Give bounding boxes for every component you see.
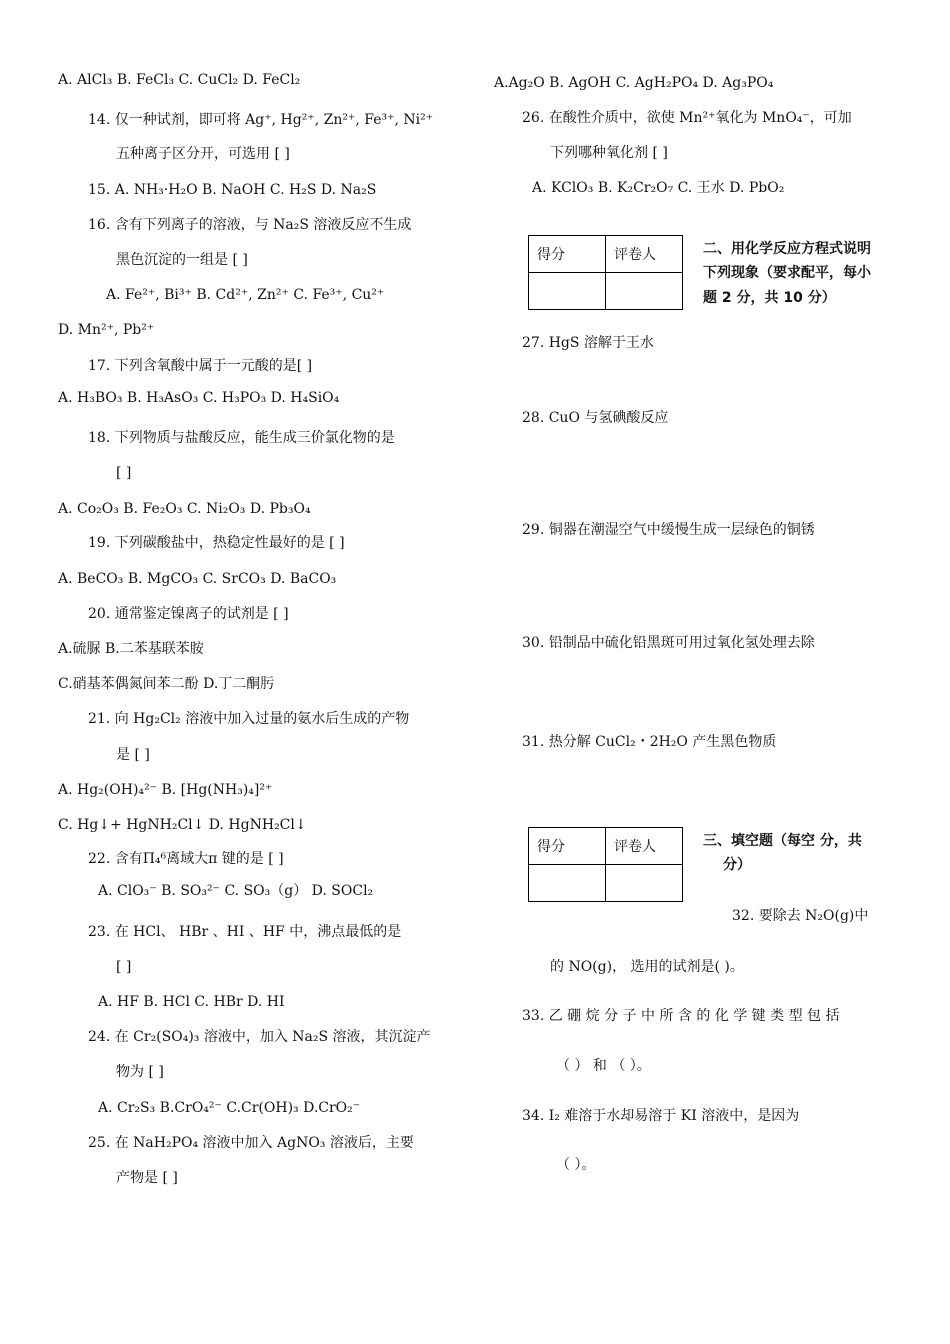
q14-stem-cont: 五种离子区分开，可选用 [ ] [116, 146, 290, 162]
score-label: 得分 [529, 236, 606, 273]
q22-options: A. ClO₃⁻ B. SO₃²⁻ C. SO₃（g） D. SOCl₂ [98, 883, 374, 899]
q22-stem: 22. 含有Π₄⁶离域大π 键的是 [ ] [88, 851, 284, 867]
q21-stem: 21. 向 Hg₂Cl₂ 溶液中加入过量的氨水后生成的产物 [88, 711, 410, 727]
q23-stem: 23. 在 HCl、 HBr 、HI 、HF 中，沸点最低的是 [88, 924, 402, 940]
q25-options: A.Ag₂O B. AgOH C. AgH₂PO₄ D. Ag₃PO₄ [494, 75, 774, 91]
q20-options-2: C.硝基苯偶氮间苯二酚 D.丁二酮肟 [58, 676, 275, 692]
q18-stem-cont: [ ] [116, 465, 132, 481]
q26-stem-cont: 下列哪种氧化剂 [ ] [550, 145, 668, 161]
q33-stem: 33. 乙 硼 烷 分 子 中 所 含 的 化 学 键 类 型 包 括 [522, 1008, 840, 1024]
q20-options-1: A.硫脲 B.二苯基联苯胺 [58, 641, 204, 657]
q17-options: A. H₃BO₃ B. H₃AsO₃ C. H₃PO₃ D. H₄SiO₄ [58, 390, 340, 406]
section3-heading-2: 分） [723, 857, 751, 873]
score-label: 得分 [529, 828, 606, 865]
score-cell[interactable] [529, 273, 606, 310]
q14-stem: 14. 仅一种试剂，即可将 Ag⁺, Hg²⁺, Zn²⁺, Fe³⁺, Ni²⁺ [88, 112, 434, 128]
grader-cell[interactable] [606, 865, 683, 902]
q21-options-2: C. Hg↓+ HgNH₂Cl↓ D. HgNH₂Cl↓ [58, 817, 307, 833]
q21-stem-cont: 是 [ ] [116, 747, 150, 763]
q32-stem: 32. 要除去 N₂O(g)中 [732, 908, 869, 924]
q31: 31. 热分解 CuCl₂・2H₂O 产生黑色物质 [522, 734, 777, 750]
q26-stem: 26. 在酸性介质中，欲使 Mn²⁺氧化为 MnO₄⁻，可加 [522, 110, 852, 126]
q27: 27. HgS 溶解于王水 [522, 335, 654, 351]
grader-label: 评卷人 [606, 236, 683, 273]
q24-options: A. Cr₂S₃ B.CrO₄²⁻ C.Cr(OH)₃ D.CrO₂⁻ [98, 1100, 361, 1116]
section2-heading-2: 下列现象（要求配平，每小 [703, 265, 871, 281]
q23-options: A. HF B. HCl C. HBr D. HI [98, 994, 285, 1010]
q26-options: A. KClO₃ B. K₂Cr₂O₇ C. 王水 D. PbO₂ [532, 180, 785, 196]
q21-options-1: A. Hg₂(OH)₄²⁻ B. [Hg(NH₃)₄]²⁺ [58, 782, 273, 798]
section3-heading-1: 三、填空题（每空 分，共 [703, 833, 862, 849]
q25-stem: 25. 在 NaH₂PO₄ 溶液中加入 AgNO₃ 溶液后，主要 [88, 1135, 414, 1151]
q16-option-d: D. Mn²⁺, Pb²⁺ [58, 322, 155, 338]
section2-heading-3: 题 2 分，共 10 分） [703, 290, 836, 306]
q19-options: A. BeCO₃ B. MgCO₃ C. SrCO₃ D. BaCO₃ [58, 571, 337, 587]
q16-stem-cont: 黑色沉淀的一组是 [ ] [116, 252, 248, 268]
q18-stem: 18. 下列物质与盐酸反应，能生成三价氯化物的是 [88, 430, 395, 446]
q32-blank-line: 的 NO(g)， 选用的试剂是( )。 [550, 959, 744, 975]
q24-stem-cont: 物为 [ ] [116, 1064, 164, 1080]
score-box-2 [528, 827, 683, 902]
q33-blanks: （ ） 和 （ ）。 [556, 1058, 651, 1074]
q16-stem: 16. 含有下列离子的溶液，与 Na₂S 溶液反应不生成 [88, 217, 412, 233]
q19-stem: 19. 下列碳酸盐中，热稳定性最好的是 [ ] [88, 535, 345, 551]
q13-options: A. AlCl₃ B. FeCl₃ C. CuCl₂ D. FeCl₂ [58, 72, 301, 88]
q23-stem-cont: [ ] [116, 959, 132, 975]
q20-stem: 20. 通常鉴定镍离子的试剂是 [ ] [88, 606, 289, 622]
q29: 29. 铜器在潮湿空气中缓慢生成一层绿色的铜锈 [522, 522, 815, 538]
q24-stem: 24. 在 Cr₂(SO₄)₃ 溶液中，加入 Na₂S 溶液，其沉淀产 [88, 1029, 431, 1045]
q34-stem: 34. I₂ 难溶于水却易溶于 KI 溶液中，是因为 [522, 1108, 800, 1124]
section2-heading-1: 二、用化学反应方程式说明 [703, 241, 871, 257]
q16-options: A. Fe²⁺, Bi³⁺ B. Cd²⁺, Zn²⁺ C. Fe³⁺, Cu²⁺ [106, 287, 385, 303]
q34-blank: （ ）。 [556, 1157, 596, 1173]
q17-stem: 17. 下列含氧酸中属于一元酸的是[ ] [88, 358, 313, 374]
grader-cell[interactable] [606, 273, 683, 310]
q28: 28. CuO 与氢碘酸反应 [522, 410, 669, 426]
q15-options: 15. A. NH₃·H₂O B. NaOH C. H₂S D. Na₂S [88, 182, 377, 198]
score-cell[interactable] [529, 865, 606, 902]
q18-options: A. Co₂O₃ B. Fe₂O₃ C. Ni₂O₃ D. Pb₃O₄ [58, 501, 311, 517]
grader-label: 评卷人 [606, 828, 683, 865]
q30: 30. 铅制品中硫化铅黑斑可用过氧化氢处理去除 [522, 635, 815, 651]
q25-stem-cont: 产物是 [ ] [116, 1170, 178, 1186]
score-box-1 [528, 235, 683, 310]
